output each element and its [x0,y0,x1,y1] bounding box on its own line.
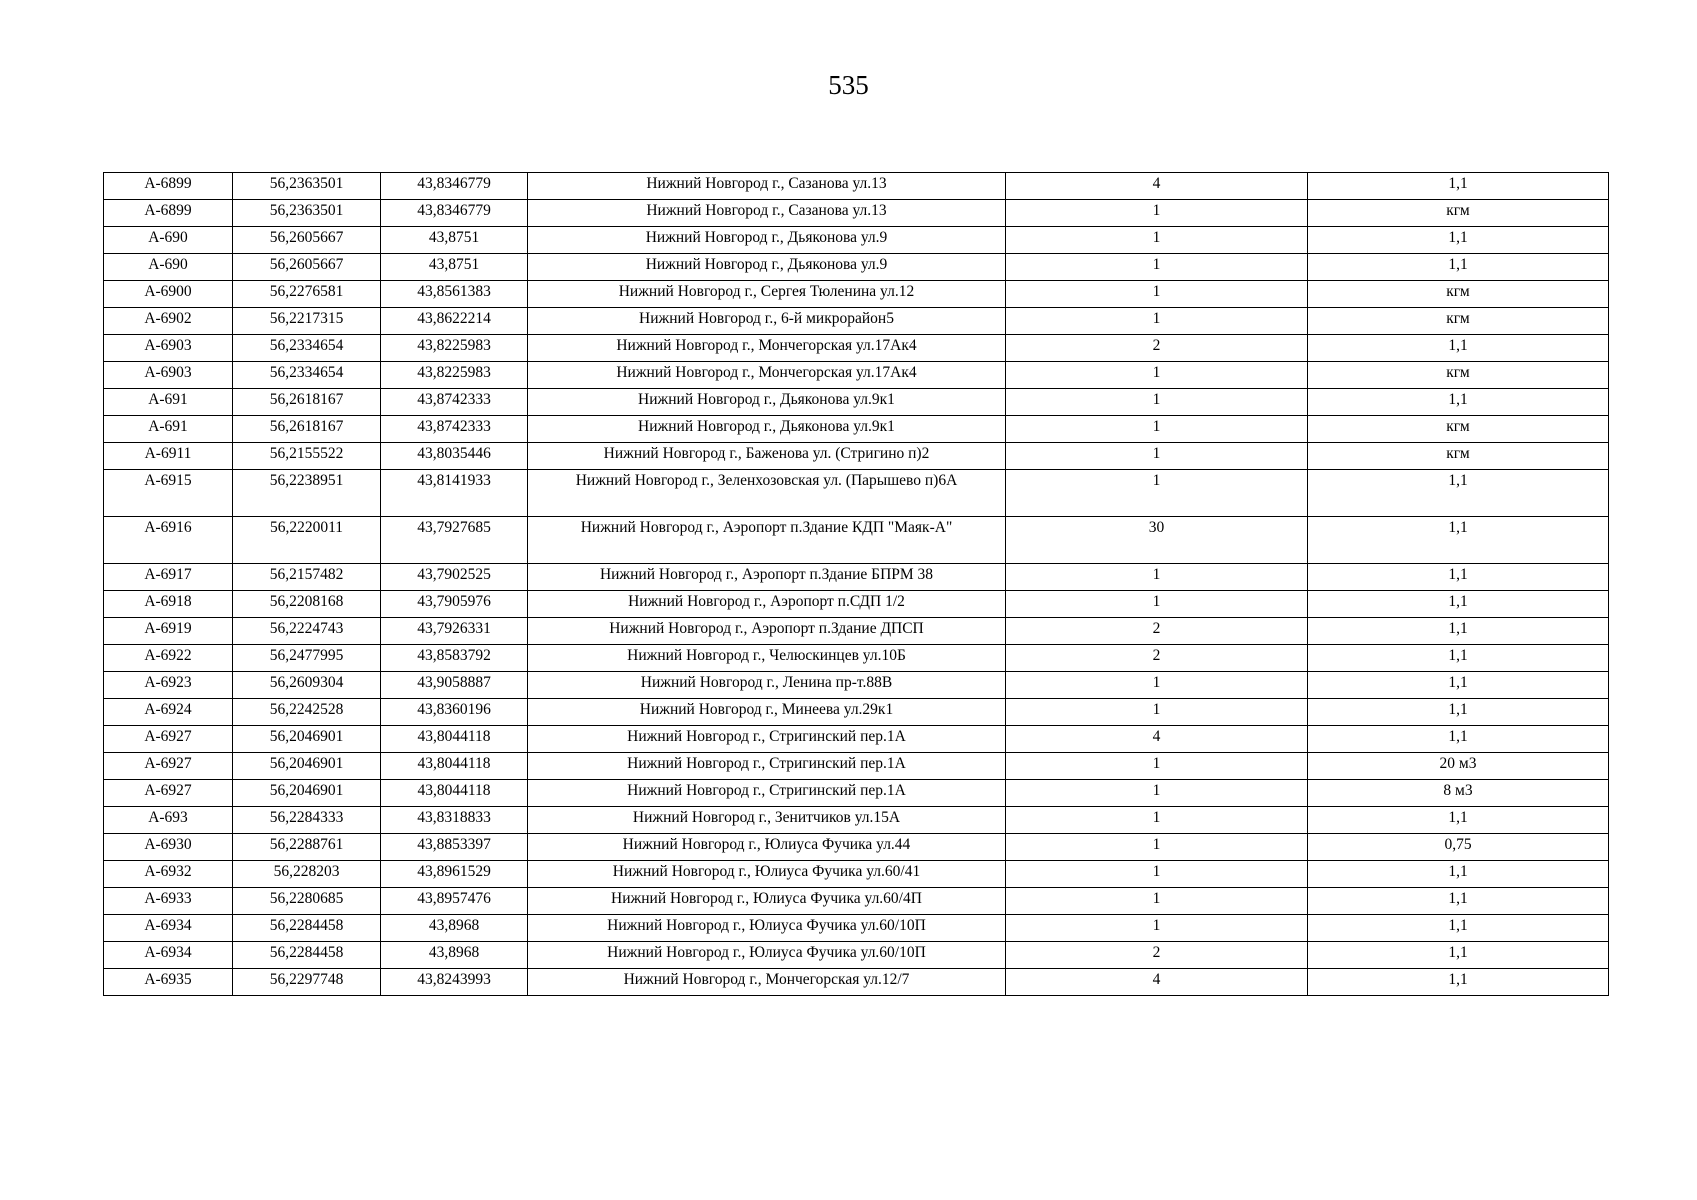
latitude-cell: 56,2276581 [233,281,381,308]
longitude-cell: 43,7926331 [381,618,528,645]
container-volume-cell: 1,1 [1308,807,1609,834]
container-count-cell: 1 [1006,470,1308,517]
longitude-cell: 43,7927685 [381,517,528,564]
table-row [104,389,1609,416]
table-row [104,517,1609,564]
container-count-cell: 1 [1006,308,1308,335]
longitude-cell: 43,8622214 [381,308,528,335]
table-row [104,645,1609,672]
container-volume-cell: 1,1 [1308,173,1609,200]
longitude-cell: 43,8360196 [381,699,528,726]
site-id-cell: А-6911 [104,443,233,470]
container-volume-cell: кгм [1308,362,1609,389]
latitude-cell: 56,2217315 [233,308,381,335]
container-volume-cell: 8 м3 [1308,780,1609,807]
container-volume-cell: 0,75 [1308,834,1609,861]
longitude-cell: 43,8853397 [381,834,528,861]
container-volume-cell: 1,1 [1308,564,1609,591]
container-volume-cell: 1,1 [1308,915,1609,942]
address-cell: Нижний Новгород г., Дьяконова ул.9к1 [528,389,1006,416]
container-volume-cell: 1,1 [1308,888,1609,915]
table-row [104,888,1609,915]
latitude-cell: 56,2605667 [233,254,381,281]
address-cell: Нижний Новгород г., Челюскинцев ул.10Б [528,645,1006,672]
address-cell: Нижний Новгород г., Аэропорт п.Здание КДП "Маяк-А" [528,517,1006,564]
site-id-cell: А-6919 [104,618,233,645]
table-row [104,416,1609,443]
site-id-cell: А-6899 [104,173,233,200]
site-id-cell: А-6935 [104,969,233,996]
table-row [104,443,1609,470]
latitude-cell: 56,2157482 [233,564,381,591]
address-cell: Нижний Новгород г., Юлиуса Фучика ул.60/41 [528,861,1006,888]
table-row [104,807,1609,834]
container-count-cell: 1 [1006,443,1308,470]
table-row [104,335,1609,362]
address-cell: Нижний Новгород г., Сергея Тюленина ул.12 [528,281,1006,308]
site-id-cell: А-690 [104,227,233,254]
longitude-cell: 43,8346779 [381,173,528,200]
site-id-cell: А-690 [104,254,233,281]
container-count-cell: 2 [1006,942,1308,969]
site-id-cell: А-6927 [104,753,233,780]
table-row [104,753,1609,780]
container-volume-cell: 1,1 [1308,645,1609,672]
longitude-cell: 43,8044118 [381,753,528,780]
address-cell: Нижний Новгород г., Мончегорская ул.12/7 [528,969,1006,996]
container-count-cell: 2 [1006,335,1308,362]
table-row [104,200,1609,227]
container-volume-cell: 1,1 [1308,969,1609,996]
container-volume-cell: кгм [1308,416,1609,443]
address-cell: Нижний Новгород г., Дьяконова ул.9к1 [528,416,1006,443]
longitude-cell: 43,8583792 [381,645,528,672]
container-volume-cell: 1,1 [1308,591,1609,618]
site-id-cell: А-6922 [104,645,233,672]
table-row [104,861,1609,888]
table-row [104,699,1609,726]
container-volume-cell: 1,1 [1308,227,1609,254]
container-count-cell: 1 [1006,699,1308,726]
site-id-cell: А-6916 [104,517,233,564]
container-count-cell: 1 [1006,591,1308,618]
latitude-cell: 56,2046901 [233,726,381,753]
container-volume-cell: 20 м3 [1308,753,1609,780]
latitude-cell: 56,2363501 [233,200,381,227]
longitude-cell: 43,7902525 [381,564,528,591]
container-volume-cell: 1,1 [1308,335,1609,362]
container-count-cell: 4 [1006,969,1308,996]
address-cell: Нижний Новгород г., Сазанова ул.13 [528,173,1006,200]
container-count-cell: 1 [1006,753,1308,780]
container-volume-cell: 1,1 [1308,517,1609,564]
address-cell: Нижний Новгород г., Юлиуса Фучика ул.60/10П [528,942,1006,969]
container-volume-cell: 1,1 [1308,942,1609,969]
longitude-cell: 43,8751 [381,254,528,281]
latitude-cell: 56,2609304 [233,672,381,699]
site-id-cell: А-6903 [104,335,233,362]
table-row [104,254,1609,281]
site-id-cell: А-691 [104,389,233,416]
latitude-cell: 56,2242528 [233,699,381,726]
site-id-cell: А-6927 [104,780,233,807]
longitude-cell: 43,9058887 [381,672,528,699]
table-row [104,618,1609,645]
table-row [104,227,1609,254]
container-count-cell: 2 [1006,618,1308,645]
table-row [104,362,1609,389]
longitude-cell: 43,8751 [381,227,528,254]
container-count-cell: 1 [1006,807,1308,834]
longitude-cell: 43,8044118 [381,726,528,753]
address-cell: Нижний Новгород г., Ленина пр-т.88В [528,672,1006,699]
table-row [104,672,1609,699]
longitude-cell: 43,8035446 [381,443,528,470]
address-cell: Нижний Новгород г., Юлиуса Фучика ул.60/10П [528,915,1006,942]
site-id-cell: А-6900 [104,281,233,308]
latitude-cell: 56,2363501 [233,173,381,200]
container-count-cell: 1 [1006,672,1308,699]
address-cell: Нижний Новгород г., Зеленхозовская ул. (Парышево п)6А [528,470,1006,517]
latitude-cell: 56,2618167 [233,389,381,416]
latitude-cell: 56,2046901 [233,753,381,780]
longitude-cell: 43,8346779 [381,200,528,227]
longitude-cell: 43,8957476 [381,888,528,915]
address-cell: Нижний Новгород г., Юлиуса Фучика ул.60/4П [528,888,1006,915]
address-cell: Нижний Новгород г., Зенитчиков ул.15А [528,807,1006,834]
table-row [104,834,1609,861]
container-volume-cell: 1,1 [1308,254,1609,281]
site-id-cell: А-6902 [104,308,233,335]
container-sites-table [103,172,1609,996]
longitude-cell: 43,8318833 [381,807,528,834]
longitude-cell: 43,8044118 [381,780,528,807]
address-cell: Нижний Новгород г., Дьяконова ул.9 [528,254,1006,281]
address-cell: Нижний Новгород г., Мончегорская ул.17Ак4 [528,335,1006,362]
site-id-cell: А-6917 [104,564,233,591]
site-id-cell: А-6933 [104,888,233,915]
longitude-cell: 43,8742333 [381,416,528,443]
latitude-cell: 56,2297748 [233,969,381,996]
container-count-cell: 1 [1006,362,1308,389]
container-volume-cell: 1,1 [1308,470,1609,517]
site-id-cell: А-691 [104,416,233,443]
latitude-cell: 56,2334654 [233,335,381,362]
address-cell: Нижний Новгород г., Стригинский пер.1А [528,753,1006,780]
longitude-cell: 43,7905976 [381,591,528,618]
longitude-cell: 43,8141933 [381,470,528,517]
latitude-cell: 56,2280685 [233,888,381,915]
site-id-cell: А-6903 [104,362,233,389]
container-count-cell: 1 [1006,564,1308,591]
latitude-cell: 56,2224743 [233,618,381,645]
container-count-cell: 1 [1006,915,1308,942]
address-cell: Нижний Новгород г., Аэропорт п.Здание ДПСП [528,618,1006,645]
table-row [104,726,1609,753]
address-cell: Нижний Новгород г., Аэропорт п.Здание БПРМ 38 [528,564,1006,591]
longitude-cell: 43,8968 [381,915,528,942]
latitude-cell: 56,2284458 [233,915,381,942]
latitude-cell: 56,2238951 [233,470,381,517]
table-body [104,173,1609,996]
address-cell: Нижний Новгород г., Стригинский пер.1А [528,780,1006,807]
table-row [104,564,1609,591]
longitude-cell: 43,8742333 [381,389,528,416]
latitude-cell: 56,2618167 [233,416,381,443]
site-id-cell: А-6930 [104,834,233,861]
site-id-cell: А-693 [104,807,233,834]
latitude-cell: 56,228203 [233,861,381,888]
container-volume-cell: кгм [1308,443,1609,470]
longitude-cell: 43,8561383 [381,281,528,308]
container-volume-cell: 1,1 [1308,672,1609,699]
container-count-cell: 4 [1006,173,1308,200]
table-row [104,308,1609,335]
container-count-cell: 1 [1006,227,1308,254]
address-cell: Нижний Новгород г., Стригинский пер.1А [528,726,1006,753]
container-count-cell: 2 [1006,645,1308,672]
longitude-cell: 43,8225983 [381,335,528,362]
address-cell: Нижний Новгород г., Минеева ул.29к1 [528,699,1006,726]
site-id-cell: А-6915 [104,470,233,517]
container-count-cell: 1 [1006,834,1308,861]
container-volume-cell: кгм [1308,200,1609,227]
longitude-cell: 43,8225983 [381,362,528,389]
container-volume-cell: кгм [1308,281,1609,308]
container-count-cell: 1 [1006,200,1308,227]
longitude-cell: 43,8961529 [381,861,528,888]
site-id-cell: А-6899 [104,200,233,227]
address-cell: Нижний Новгород г., Дьяконова ул.9 [528,227,1006,254]
site-id-cell: А-6924 [104,699,233,726]
container-count-cell: 1 [1006,281,1308,308]
table-row [104,942,1609,969]
table-row [104,470,1609,517]
table-row [104,281,1609,308]
table-row [104,780,1609,807]
container-volume-cell: кгм [1308,308,1609,335]
longitude-cell: 43,8968 [381,942,528,969]
site-id-cell: А-6932 [104,861,233,888]
site-id-cell: А-6934 [104,942,233,969]
container-count-cell: 1 [1006,861,1308,888]
site-id-cell: А-6927 [104,726,233,753]
table-row [104,591,1609,618]
address-cell: Нижний Новгород г., Мончегорская ул.17Ак4 [528,362,1006,389]
address-cell: Нижний Новгород г., Баженова ул. (Стригино п)2 [528,443,1006,470]
site-id-cell: А-6923 [104,672,233,699]
latitude-cell: 56,2284458 [233,942,381,969]
container-count-cell: 1 [1006,389,1308,416]
page-number: 535 [828,70,869,100]
latitude-cell: 56,2284333 [233,807,381,834]
container-count-cell: 1 [1006,416,1308,443]
table-row [104,969,1609,996]
latitude-cell: 56,2220011 [233,517,381,564]
container-volume-cell: 1,1 [1308,618,1609,645]
table-row [104,915,1609,942]
latitude-cell: 56,2288761 [233,834,381,861]
latitude-cell: 56,2477995 [233,645,381,672]
address-cell: Нижний Новгород г., Аэропорт п.СДП 1/2 [528,591,1006,618]
container-count-cell: 1 [1006,254,1308,281]
address-cell: Нижний Новгород г., 6-й микрорайон5 [528,308,1006,335]
container-count-cell: 4 [1006,726,1308,753]
container-volume-cell: 1,1 [1308,726,1609,753]
site-id-cell: А-6918 [104,591,233,618]
latitude-cell: 56,2046901 [233,780,381,807]
container-volume-cell: 1,1 [1308,389,1609,416]
latitude-cell: 56,2605667 [233,227,381,254]
latitude-cell: 56,2155522 [233,443,381,470]
latitude-cell: 56,2208168 [233,591,381,618]
address-cell: Нижний Новгород г., Сазанова ул.13 [528,200,1006,227]
longitude-cell: 43,8243993 [381,969,528,996]
table-row [104,173,1609,200]
container-volume-cell: 1,1 [1308,861,1609,888]
site-id-cell: А-6934 [104,915,233,942]
latitude-cell: 56,2334654 [233,362,381,389]
container-count-cell: 1 [1006,780,1308,807]
container-volume-cell: 1,1 [1308,699,1609,726]
container-count-cell: 30 [1006,517,1308,564]
address-cell: Нижний Новгород г., Юлиуса Фучика ул.44 [528,834,1006,861]
container-count-cell: 1 [1006,888,1308,915]
